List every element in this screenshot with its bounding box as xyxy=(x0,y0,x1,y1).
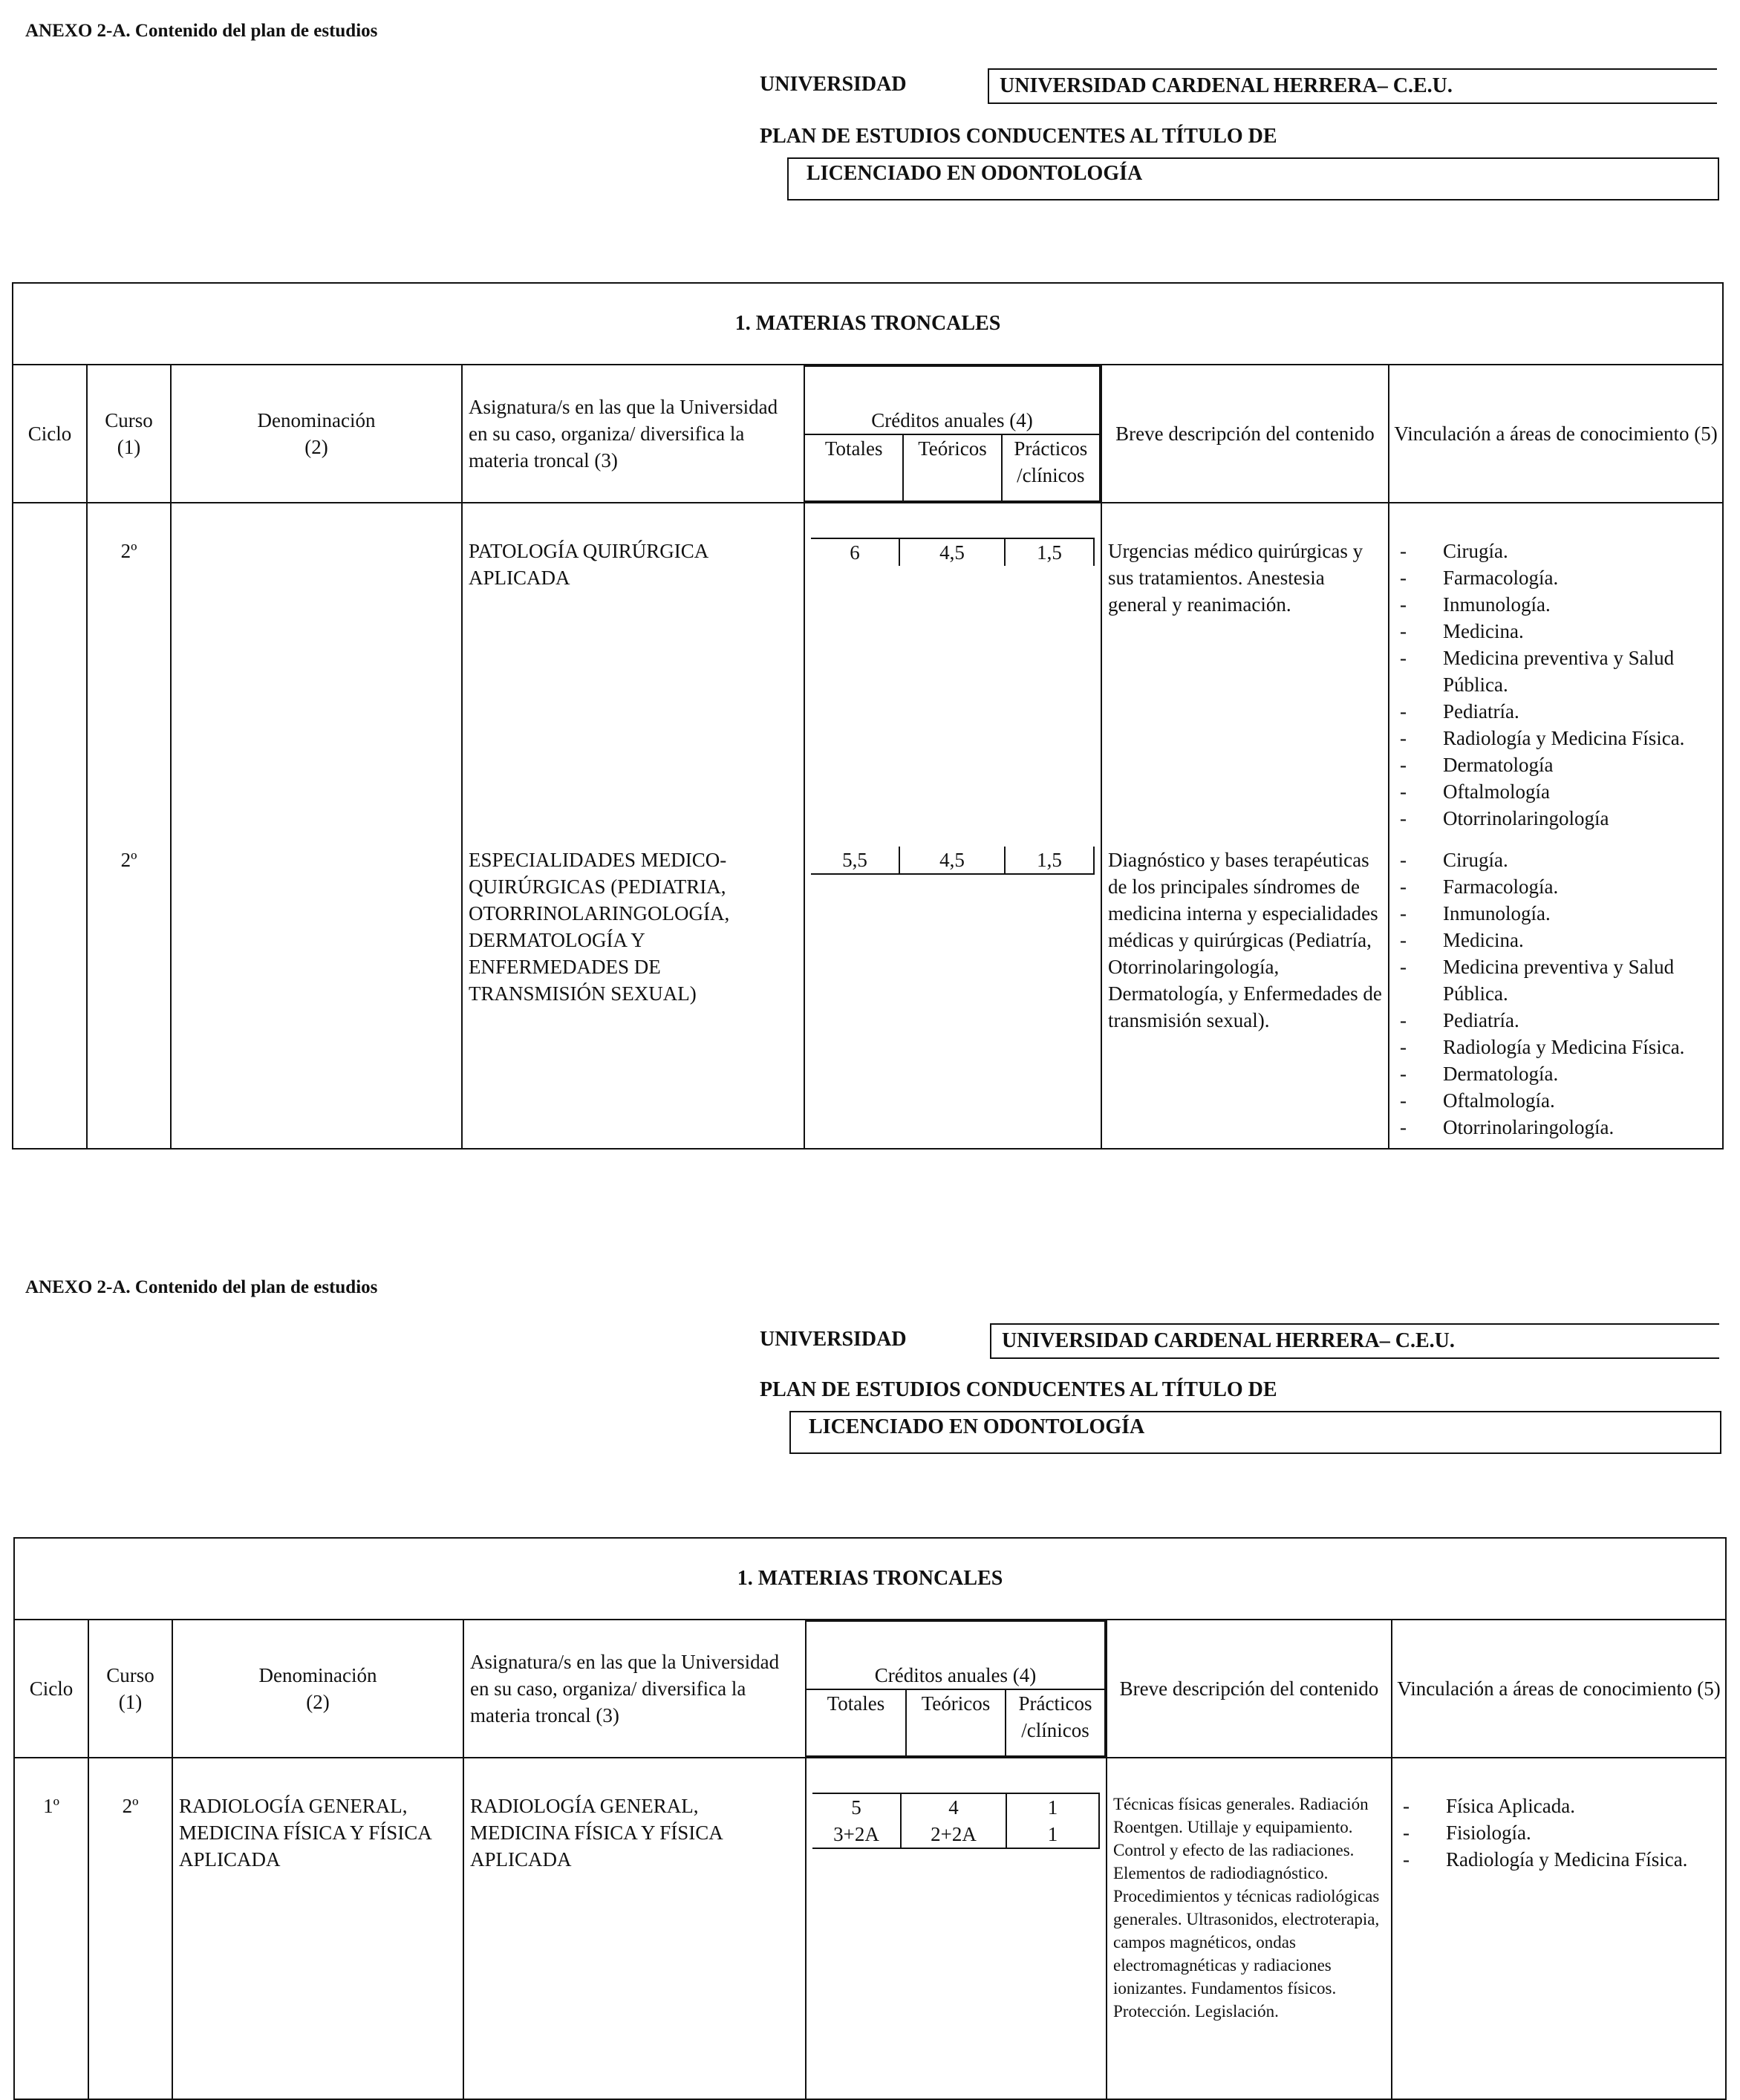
header-asignatura: Asignatura/s en las que la Universidad en su caso, organiza/ diversifica la materia troncal (3) xyxy=(463,1620,806,1758)
materias-troncales-table xyxy=(13,1537,1727,2100)
list-item: - Inmunología. xyxy=(1400,593,1551,616)
section-title: 1. MATERIAS TRONCALES xyxy=(14,1538,1726,1620)
cell-denominacion: RADIOLOGÍA GENERAL, MEDICINA FÍSICA Y FÍSICA APLICADA xyxy=(172,1758,463,2099)
cell-descripcion: Técnicas físicas generales. Radiación Roentgen. Utillaje y equipamiento. Control y efecto de las radiaciones. Elementos de radiodiagnóstico. Procedimientos y técnicas radiológicas generales. Ultrasonidos, electroterapia, campos magnéticos, ondas electromagnéticas y radiaciones ionizantes. Fundamentos físicos. Protección. Legislación. xyxy=(1107,1758,1392,2099)
cell-areas xyxy=(1389,839,1723,1149)
cell-teoricos: 4,5 xyxy=(899,847,1005,874)
areas-list xyxy=(1395,847,1716,1141)
cell-totales: 5 3+2A xyxy=(812,1793,901,1848)
list-item: - Dermatología. xyxy=(1400,1063,1559,1085)
cell-teoricos: 4,5 xyxy=(899,538,1005,566)
header-teoricos: Teóricos xyxy=(903,434,1001,501)
list-item: - Física Aplicada. xyxy=(1403,1795,1575,1817)
degree-title: LICENCIADO EN ODONTOLOGÍA xyxy=(787,157,1719,200)
list-item: - Oftalmología. xyxy=(1400,1089,1555,1112)
cell-asignatura: ESPECIALIDADES MEDICO-QUIRÚRGICAS (PEDIATRIA, OTORRINOLARINGOLOGÍA, DERMATOLOGÍA Y ENFERMEDADES DE TRANSMISIÓN SEXUAL) xyxy=(462,839,804,1149)
header-vinculacion: Vinculación a áreas de conocimiento (5) xyxy=(1389,365,1723,503)
header-practicos: Prácticos /clínicos xyxy=(1002,434,1100,501)
list-item: - Pediatría. xyxy=(1400,700,1519,723)
cell-asignatura: RADIOLOGÍA GENERAL, MEDICINA FÍSICA Y FÍSICA APLICADA xyxy=(463,1758,806,2099)
page-2 xyxy=(0,1255,1740,2099)
list-item: - Radiología y Medicina Física. xyxy=(1400,727,1685,749)
header-creditos xyxy=(806,1620,1107,1758)
cell-curso: 2º xyxy=(87,503,171,839)
list-item: - Cirugía. xyxy=(1400,849,1508,871)
list-item: - Otorrinolaringología. xyxy=(1400,1116,1614,1138)
list-item: - Dermatología xyxy=(1400,754,1554,776)
header-row xyxy=(14,1620,1726,1758)
list-item: - Radiología y Medicina Física. xyxy=(1403,1848,1688,1871)
table-row xyxy=(13,839,1723,1149)
cell-descripcion: Urgencias médico quirúrgicas y sus tratamientos. Anestesia general y reanimación. xyxy=(1101,503,1389,839)
list-item: - Medicina preventiva y Salud Pública. xyxy=(1400,956,1675,1005)
header-creditos-title: Créditos anuales (4) xyxy=(805,366,1100,434)
cell-creditos xyxy=(806,1758,1107,2099)
list-item: - Medicina preventiva y Salud Pública. xyxy=(1400,647,1675,696)
header-descripcion: Breve descripción del contenido xyxy=(1107,1620,1392,1758)
cell-curso: 2º xyxy=(87,839,171,1149)
plan-label: PLAN DE ESTUDIOS CONDUCENTES AL TÍTULO DE xyxy=(760,1378,1277,1401)
cell-teoricos: 4 2+2A xyxy=(901,1793,1006,1848)
degree-title: LICENCIADO EN ODONTOLOGÍA xyxy=(789,1411,1721,1454)
cell-asignatura: PATOLOGÍA QUIRÚRGICA APLICADA xyxy=(462,503,804,839)
list-item: - Radiología y Medicina Física. xyxy=(1400,1036,1685,1058)
areas-list xyxy=(1398,1793,1719,1873)
cell-practicos: 1,5 xyxy=(1005,847,1094,874)
header-curso: Curso (1) xyxy=(87,365,171,503)
cell-creditos xyxy=(804,503,1101,839)
cell-denominacion xyxy=(171,503,462,839)
cell-areas xyxy=(1392,1758,1726,2099)
header-asignatura: Asignatura/s en las que la Universidad en su caso, organiza/ diversifica la materia troncal (3) xyxy=(462,365,804,503)
cell-areas xyxy=(1389,503,1723,839)
table-row xyxy=(14,1758,1726,2099)
section-title: 1. MATERIAS TRONCALES xyxy=(13,283,1723,365)
cell-practicos: 1,5 xyxy=(1005,538,1094,566)
header-creditos xyxy=(804,365,1101,503)
header-curso: Curso (1) xyxy=(88,1620,172,1758)
cell-practicos: 1 1 xyxy=(1006,1793,1099,1848)
header-totales: Totales xyxy=(805,434,903,501)
plan-label: PLAN DE ESTUDIOS CONDUCENTES AL TÍTULO DE xyxy=(760,125,1277,148)
university-label: UNIVERSIDAD xyxy=(760,73,907,96)
annex-heading: ANEXO 2-A. Contenido del plan de estudios xyxy=(25,21,378,41)
header-vinculacion: Vinculación a áreas de conocimiento (5) xyxy=(1392,1620,1726,1758)
list-item: - Medicina. xyxy=(1400,929,1524,951)
header-ciclo: Ciclo xyxy=(13,365,87,503)
header-denominacion: Denominación (2) xyxy=(171,365,462,503)
university-value: UNIVERSIDAD CARDENAL HERRERA– C.E.U. xyxy=(990,1323,1719,1359)
header-teoricos: Teóricos xyxy=(906,1689,1006,1756)
list-item: - Oftalmología xyxy=(1400,780,1550,803)
list-item: - Farmacología. xyxy=(1400,875,1559,898)
header-denominacion: Denominación (2) xyxy=(172,1620,463,1758)
cell-curso: 2º xyxy=(88,1758,172,2099)
materias-troncales-table xyxy=(12,282,1724,1150)
annex-heading: ANEXO 2-A. Contenido del plan de estudios xyxy=(25,1277,378,1297)
areas-list xyxy=(1395,538,1716,832)
table-row xyxy=(13,503,1723,839)
list-item: - Pediatría. xyxy=(1400,1009,1519,1031)
header-ciclo: Ciclo xyxy=(14,1620,88,1758)
list-item: - Farmacología. xyxy=(1400,567,1559,589)
cell-ciclo xyxy=(13,503,87,839)
cell-descripcion: Diagnóstico y bases terapéuticas de los principales síndromes de medicina interna y especialidades médicas y quirúrgicas (Pediatría, Otorrinolaringología, Dermatología, y Enfermedades de transmisión sexual). xyxy=(1101,839,1389,1149)
header-descripcion: Breve descripción del contenido xyxy=(1101,365,1389,503)
list-item: - Medicina. xyxy=(1400,620,1524,642)
cell-ciclo xyxy=(13,839,87,1149)
cell-denominacion xyxy=(171,839,462,1149)
cell-totales: 6 xyxy=(811,538,899,566)
list-item: - Inmunología. xyxy=(1400,902,1551,925)
header-practicos: Prácticos /clínicos xyxy=(1006,1689,1105,1756)
list-item: - Fisiología. xyxy=(1403,1822,1531,1844)
list-item: - Cirugía. xyxy=(1400,540,1508,562)
header-row xyxy=(13,365,1723,503)
cell-totales: 5,5 xyxy=(811,847,899,874)
cell-creditos xyxy=(804,839,1101,1149)
cell-ciclo: 1º xyxy=(14,1758,88,2099)
list-item: - Otorrinolaringología xyxy=(1400,807,1609,829)
university-label: UNIVERSIDAD xyxy=(760,1328,907,1351)
header-totales: Totales xyxy=(807,1689,906,1756)
university-value: UNIVERSIDAD CARDENAL HERRERA– C.E.U. xyxy=(988,68,1717,104)
header-creditos-title: Créditos anuales (4) xyxy=(807,1621,1105,1689)
